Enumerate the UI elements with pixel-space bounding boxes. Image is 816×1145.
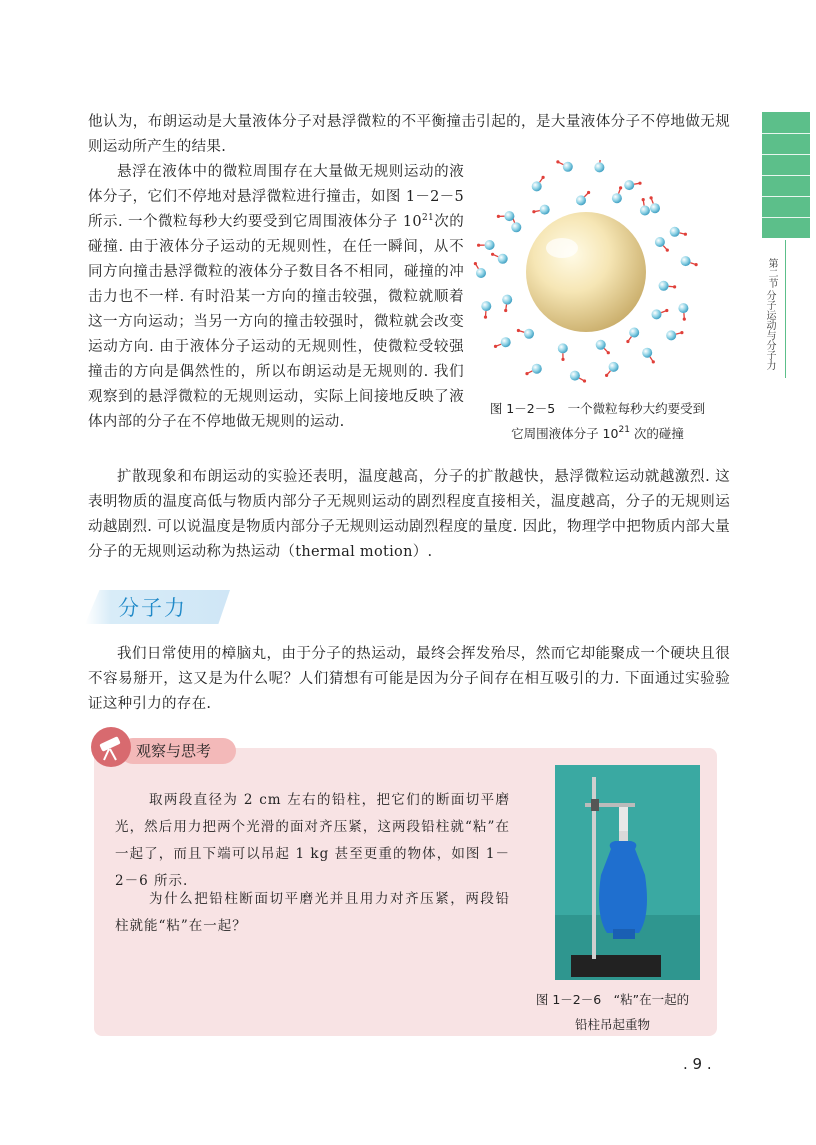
- side-chapter-label: 第二节: [766, 258, 777, 288]
- paragraph-3: 扩散现象和布朗运动的实验还表明，温度越高，分子的扩散越快，悬浮微粒运动就越激烈. 这表明物质的温度高低与物质内部分子无规则运动的剧烈程度直接相关，温度越高，分子的无规则运动越剧烈. 可以说温度是物质内部分子无规则运动剧烈程度的量度. 因此，物理学中把物质内部大量分子的无规则运动称为热运动（thermal motion）.: [88, 469, 730, 560]
- arrow-head: [504, 309, 507, 312]
- arrow-head: [491, 253, 494, 256]
- arrow-head: [587, 191, 590, 194]
- molecule: [524, 329, 534, 339]
- arrow-head: [650, 196, 653, 199]
- observe-title: 观察与思考: [136, 742, 212, 760]
- molecule: [511, 222, 521, 232]
- paragraph-2: [88, 160, 464, 435]
- arrow-head: [484, 316, 487, 319]
- molecule: [681, 256, 691, 266]
- section-title: 分子力: [118, 596, 187, 620]
- caption-part-b: 次的碰撞: [629, 426, 684, 441]
- arrow-head: [542, 176, 545, 179]
- caption-part-a: 它周围液体分子 10: [511, 426, 619, 441]
- molecule: [640, 206, 650, 216]
- figure-1-2-6-caption-line1: 图 1－2－6 “粘”在一起的: [535, 992, 690, 1007]
- molecule: [678, 303, 688, 313]
- molecule: [532, 181, 542, 191]
- molecule: [659, 281, 669, 291]
- page-number: . 9 .: [683, 1055, 712, 1073]
- figure-1-2-5-caption-line2: [470, 421, 725, 446]
- suspended-particle: [526, 212, 646, 332]
- side-divider: [785, 240, 786, 378]
- molecule: [485, 240, 495, 250]
- molecule: [540, 205, 550, 215]
- arrow-head: [605, 374, 608, 377]
- arrow-head: [666, 249, 669, 252]
- chapter-tab-bar: [762, 112, 810, 238]
- arrow-head: [477, 244, 480, 247]
- arrow-head: [497, 215, 500, 218]
- arrow-head: [683, 318, 686, 321]
- photo-lead-cylinders: [555, 765, 700, 980]
- arrow-head: [638, 182, 641, 185]
- arrow-head: [665, 309, 668, 312]
- figure-brownian-particle: [470, 160, 730, 390]
- paragraph-2-exponent: 21: [421, 213, 435, 223]
- molecule: [624, 180, 634, 190]
- arrow-head: [695, 263, 698, 266]
- arrow-head: [642, 198, 645, 201]
- arrow-head: [517, 329, 520, 332]
- side-topic-label: 分子运动与分子力: [764, 290, 775, 370]
- paragraph-4: 我们日常使用的樟脑丸，由于分子的热运动，最终会挥发殆尽，然而它却能聚成一个硬块且很不容易掰开，这又是为什么呢？人们猜想有可能是因为分子间存在相互吸引的力. 下面通过实验验证这种引力的存在.: [88, 646, 730, 712]
- molecule: [476, 268, 486, 278]
- molecule: [502, 295, 512, 305]
- molecule: [629, 328, 639, 338]
- caption-exponent: 21: [618, 425, 630, 435]
- molecule: [576, 195, 586, 205]
- observe-text-2: 为什么把铅柱断面切平磨光并且用力对齐压紧，两段铅柱就能“粘”在一起？: [115, 891, 510, 934]
- molecule: [650, 203, 660, 213]
- paragraph-2-part-b: 次的碰撞. 由于液体分子运动的无规则性，在任一瞬间，从不同方向撞击悬浮微粒的液体分子数目各不相同，碰撞的冲击力也不一样. 有时沿某一方向的撞击较强，微粒就顺着这一方向运动；当另一方向的撞击较强时，微粒就会改变运动方向. 由于液体分子运动的无规则性，使微粒受较强撞击的方向是偶然性的，所以布朗运动是无规则的. 我们观察到的悬浮微粒的无规则运动，实际上间接地反映了液体内部的分子在不停地做无规则的运动.: [88, 214, 464, 430]
- molecule: [609, 362, 619, 372]
- arrow-head: [525, 372, 528, 375]
- arrow-head: [556, 160, 559, 163]
- arrow-head: [619, 186, 622, 189]
- molecule: [655, 237, 665, 247]
- arrow-head: [673, 285, 676, 288]
- molecule: [570, 371, 580, 381]
- arrow-head: [583, 379, 586, 382]
- arrow-head: [626, 340, 629, 343]
- arrow-head: [474, 262, 477, 265]
- arrow-head: [680, 331, 683, 334]
- molecule: [532, 364, 542, 374]
- molecule: [501, 337, 511, 347]
- molecule: [558, 343, 568, 353]
- molecule: [563, 162, 573, 172]
- arrow-head: [607, 351, 610, 354]
- arrow-head: [684, 233, 687, 236]
- molecule: [652, 309, 662, 319]
- paragraph-1: 他认为，布朗运动是大量液体分子对悬浮微粒的不平衡撞击引起的，是大量液体分子不停地做无规则运动所产生的结果.: [88, 114, 730, 155]
- velocity-arrow: [600, 160, 601, 162]
- molecule: [504, 211, 514, 221]
- molecule: [670, 227, 680, 237]
- arrow-head: [561, 358, 564, 361]
- paragraph-2-part-a: 悬浮在液体中的微粒周围存在大量做无规则运动的液体分子，它们不停地对悬浮微粒进行撞击，如图 1－2－5 所示. 一个微粒每秒大约要受到它周围液体分子 10: [88, 164, 464, 230]
- arrow-head: [494, 345, 497, 348]
- molecule: [481, 301, 491, 311]
- observe-text-1: 取两段直径为 2 cm 左右的铅柱，把它们的断面切平磨光，然后用力把两个光滑的面对齐压紧，这两段铅柱就“粘”在一起了，而且下端可以吊起 1 kg 甚至更重的物体，如图 1－2－6 所示.: [115, 792, 510, 889]
- figure-1-2-5-caption-line1: 图 1－2－5 一个微粒每秒大约要受到: [489, 401, 706, 416]
- arrow-head: [532, 210, 535, 213]
- molecule: [596, 340, 606, 350]
- telescope-icon: [91, 727, 131, 767]
- figure-1-2-6-caption-line2: 铅柱吊起重物: [574, 1017, 650, 1032]
- molecule: [642, 348, 652, 358]
- arrow-head: [652, 360, 655, 363]
- molecule: [612, 193, 622, 203]
- molecule: [498, 254, 508, 264]
- molecule: [594, 162, 604, 172]
- molecule: [666, 330, 676, 340]
